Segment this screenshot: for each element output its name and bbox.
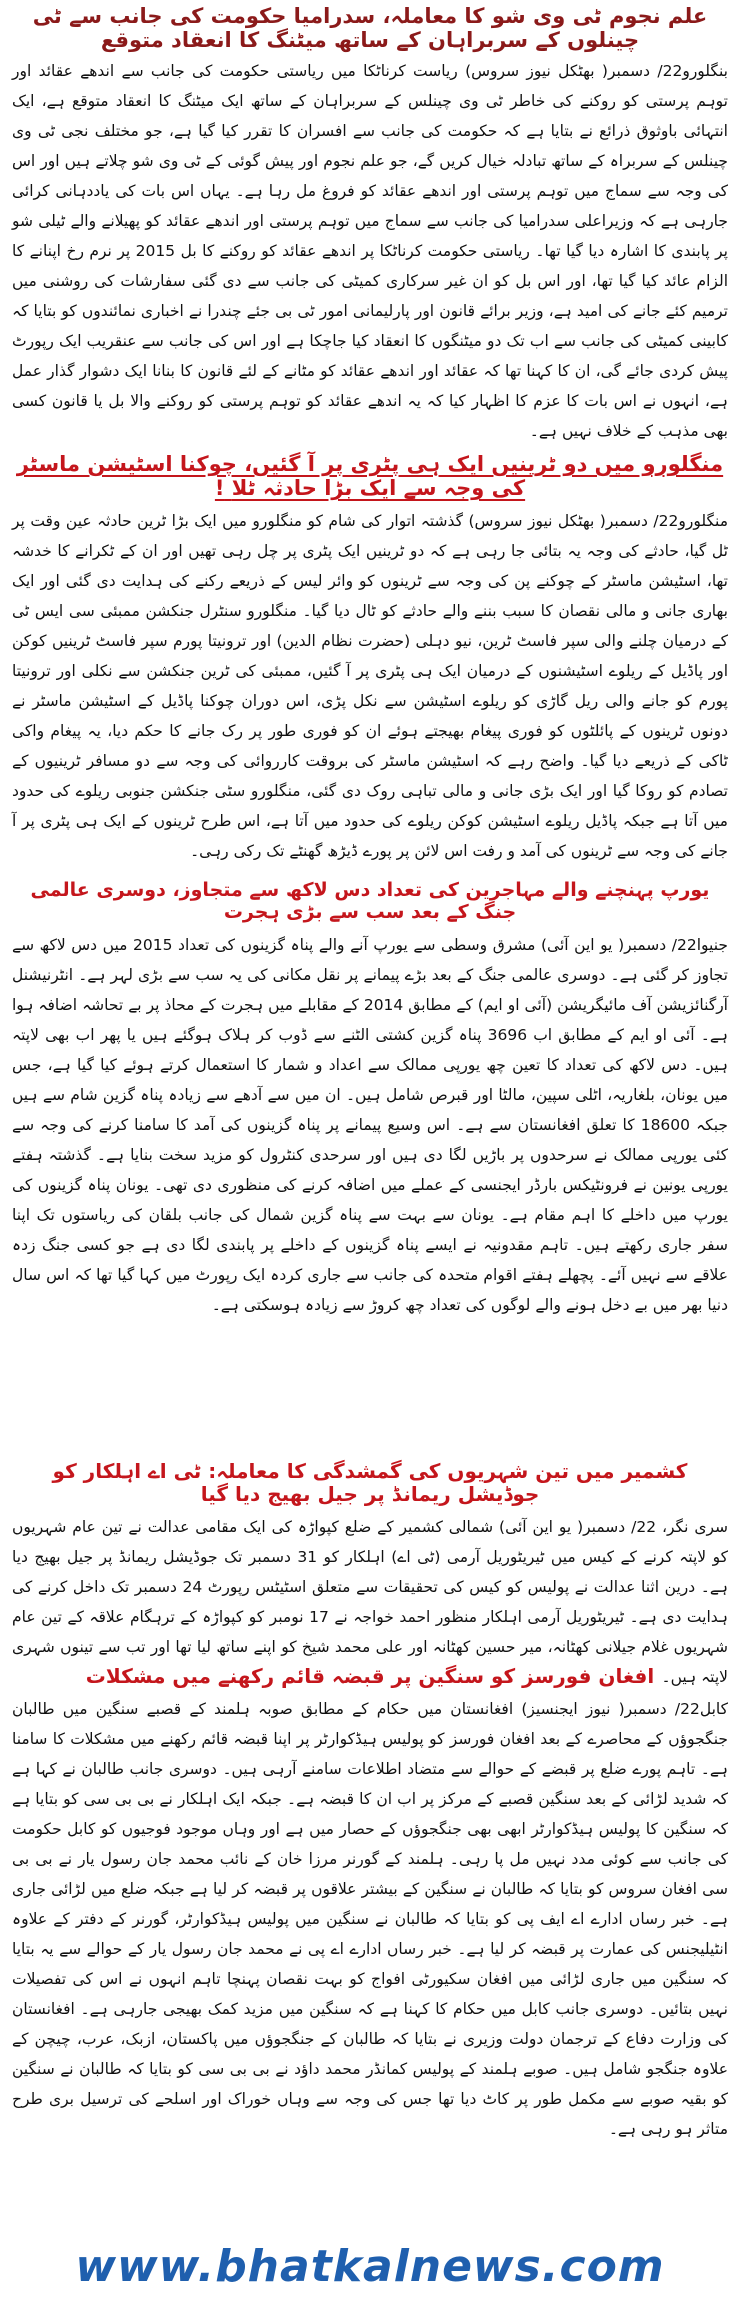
- article-kashmir-missing: [12, 1459, 728, 1686]
- article-headline: علم نجوم ٹی وی شو کا معاملہ، سدرامیا حکومت کی جانب سے ٹی چینلوں کے سربراہان کے ساتھ میٹنگ کا انعقاد متوقع: [32, 4, 708, 53]
- site-watermark[interactable]: www.bhatkalnews.com: [75, 2241, 665, 2292]
- article-headline: افغان فورسز کو سنگین پر قبضہ قائم رکھنے میں مشکلات: [85, 1664, 655, 1688]
- article-body: جنیوا22/ دسمبر( یو این آئی) مشرق وسطی سے یورپ آنے والے پناہ گزینوں کی تعداد 2015 میں دس لاکھ سے تجاوز کر گئی ہے۔ دوسری عالمی جنگ کے بعد بڑے پیمانے پر نقل مکانی کی یہ سب سے بڑی لہر ہے۔ انٹرنیشنل آرگنائزیشن آف مائیگریشن (آئی او ایم) کے مطابق 2014 کے مقابلے میں ہجرت کے محاذ پر بے تحاشہ اضافہ ہوا ہے۔ آئی او ایم کے مطابق اب 3696 پناہ گزین کشتی الٹنے سے ڈوب کر ہلاک ہوگئے ہیں یا پھر اب بھی لاپتہ ہیں۔ دس لاکھ کی تعداد کا تعین چھ یورپی ممالک سے اعداد و شمار کا استعمال کرتے ہوئے کیا گیا ہے، جس میں یونان، بلغاریہ، اٹلی سپین، مالٹا اور قبرص شامل ہیں۔ ان میں سے آدھے سے زیادہ پناہ گزین شام سے ہیں جبکہ 18600 کا تعلق افغانستان سے ہے۔ اس وسیع پیمانے پر پناہ گزینوں کی آمد کا سامنا کرنے کی وجہ سے کئی یورپی ممالک نے سرحدوں پر باڑیں لگا دی ہیں اور سرحدی کنٹرول کو مزید سخت بنایا ہے۔ گذشتہ ہفتے یورپی یونین نے فرونٹیکس بارڈر ایجنسی کے عملے میں اضافہ کرنے کی منظوری دی تھی۔ یونان پناہ گزینوں کی یورپ میں داخلے کا اہم مقام ہے۔ یونان سے بہت سے پناہ گزین شمال کی جانب بلقان کی ریاستوں تک اپنا سفر جاری رکھتے ہیں۔ تاہم مقدونیہ نے ایسے پناہ گزینوں کے داخلے پر پابندی لگا دی ہے جو کسی جنگ زدہ علاقے سے نہیں آئے۔ پچھلے ہفتے اقوام متحدہ کی جانب سے جاری کردہ ایک رپورٹ میں کہا گیا تھا کہ اس سال دنیا بھر میں بے دخل ہونے والے لوگوں کی تعداد چھ کروڑ سے زیادہ ہوسکتی ہے۔: [12, 935, 728, 1314]
- article-body: سری نگر، 22/ دسمبر( یو این آئی) شمالی کشمیر کے ضلع کپواڑہ کی ایک مقامی عدالت نے تین عام شہریوں کو لاپتہ کرنے کے کیس میں ٹیریٹوریل آرمی (ٹی اے) اہلکار کو 31 دسمبر تک جوڈیشل ریمانڈ پر جیل بھیج دیا ہے۔ درین اثنا عدالت نے پولیس کو کیس کی تحقیقات سے متعلق اسٹیٹس رپورٹ 24 دسمبر تک داخل کرنے کی ہدایت دی ہے۔ ٹیریٹوریل آرمی اہلکار منظور احمد خواجہ نے 17 نومبر کو کپواڑہ کے ترہگام علاقہ کے تین عام شہریوں غلام جیلانی کھٹانہ، میر حسین کھٹانہ اور علی محمد شیخ کو اپنے ساتھ لیا تھا اور تب سے تینوں شہری لاپتہ ہیں۔: [12, 1518, 728, 1686]
- article-headline: کشمیر میں تین شہریوں کی گمشدگی کا معاملہ: ٹی اے اہلکار کو جوڈیشل ریمانڈ پر جیل بھیج دیا گیا: [52, 1459, 688, 1506]
- article-body: منگلورو22/ دسمبر( بھٹکل نیوز سروس) گذشتہ اتوار کی شام کو منگلورو میں ایک بڑا ٹرین حادثہ عین وقت پر ٹل گیا، حادثے کی وجہ یہ بتائی جا رہی ہے کہ دو ٹرینیں ایک پٹری پر چل رہی تھیں اور ان کے ٹکرانے کا خدشہ تھا، اسٹیشن ماسٹر کے چوکنے پن کی وجہ سے ٹرینوں کو وائر لیس کے ذریعے رکنے کی ہدایت دی گئی اور ایک بھاری جانی و مالی نقصان کا سبب بننے والے حادثے کو ٹال دیا گیا۔ منگلورو سنٹرل جنکشن ممبئی سی ایس ٹی کے درمیان چلنے والی سپر فاسٹ ٹرین، نیو دہلی (حضرت نظام الدین) اور ترونیتا پورم سپر فاسٹ ٹرینیں کوکن اور پاڈیل کے ریلوے اسٹیشنوں کے درمیان ایک ہی پٹری پر آ گئیں، ممبئی کی ٹرین جنکشن سے نکلی اور ترونیتا پورم کو جانے والی ریل گاڑی کو ریلوے اسٹیشن سے نکل پڑی، اس دوران چوکنا پاڈیل کے اسٹیشن ماسٹر نے دونوں ٹرینوں کے پائلٹوں کو فوری پیغام بھیجتے ہوئے ان کو فوری طور پر رک جانے کا حکم دیا، یہ پیغام واکی ٹاکی کے ذریعے دیا گیا۔ واضح رہے کہ اسٹیشن ماسٹر کی بروقت کارروائی کی وجہ سے دو مسافر ٹرینیوں کے تصادم کو روکا گیا اور ایک بڑی جانی و مالی تباہی روک دی گئی، منگلورو سٹی جنکشن جنوبی ریلوے کی حدود میں آتا ہے جبکہ پاڈیل ریلوے اسٹیشن کوکن ریلوے کی حدود میں آتا ہے، اس طرح ٹرینوں کے ایک ہی پٹری پر آ جانے کی وجہ سے ٹرینوں کی آمد و رفت اس لائن پر پورے ڈیڑھ گھنٹے تک رکی رہی۔: [12, 512, 728, 861]
- article-afghan-sangin: [12, 1665, 728, 2225]
- article-headline-text: منگلورو میں دو ٹرینیں ایک ہی پٹری پر آ گئیں، چوکنا اسٹیشن ماسٹر کی وجہ سے ایک بڑا حادثہ ٹلا: [16, 452, 724, 501]
- article-headline-mark: !: [214, 476, 225, 501]
- article-body: کابل22/ دسمبر( نیوز ایجنسیز) افغانستان میں حکام کے مطابق صوبہ ہلمند کے قصبے سنگین میں طالبان جنگجوؤں کے محاصرے کے بعد افغان فورسز کو پولیس ہیڈکوارٹر پر اپنا قبضہ قائم رکھنے میں مشکلات کا سامنا ہے۔ تاہم پورے ضلع پر قبضے کے حوالے سے متضاد اطلاعات سامنے آرہی ہیں۔ دوسری جانب طالبان نے کہا ہے کہ شدید لڑائی کے بعد سنگین قصبے کے مرکز پر اب ان کا قبضہ ہے۔ جبکہ ایک اہلکار نے بی بی سی کو بتایا ہے کہ سنگین کا پولیس ہیڈکوارٹر ابھی بھی جنگجوؤں کے حصار میں ہے اور وہاں موجود فوجیوں کو کابل حکومت کی جانب سے کوئی مدد نہیں مل پا رہی۔ ہلمند کے گورنر مرزا خان کے نائب محمد جان رسول یار نے بی بی سی افغان سروس کو بتایا کہ طالبان نے سنگین کے بیشتر علاقوں پر قبضہ کر لیا ہے جبکہ ضلع میں لڑائی جاری ہے۔ خبر رساں ادارے اے ایف پی کو بتایا کہ طالبان نے سنگین میں پولیس ہیڈکوارٹر، گورنر کے دفتر کے علاوہ انٹیلیجنس کی عمارت پر قبضہ کر لیا ہے۔ خبر رساں ادارے اے پی نے محمد جان رسول یار کے حوالے سے یہ بتایا کہ سنگین میں جاری لڑائی میں افغان سکیورٹی افواج کو بہت نقصان پہنچا تاہم انہوں نے اس کی تفصیلات نہیں بتائیں۔ دوسری جانب کابل میں حکام کا کہنا ہے کہ سنگین میں مزید کمک بھیجی جارہی ہے۔ افغانستان کی وزارت دفاع کے ترجمان دولت وزیری نے بتایا کہ طالبان کے جنگجوؤں میں پاکستان، ازبک، عرب، چیچن کے علاوہ جنگجو شامل ہیں۔ صوبے ہلمند کے پولیس کمانڈر محمد داؤد نے بی بی سی کو بتایا کہ طالبان نے سنگین کو بقیہ صوبے سے مکمل طور پر کاٹ دیا تھا جس کی وجہ سے وہاں خوراک اور اسلحے کی ترسیل بری طرح متاثر ہو رہی ہے۔: [12, 1700, 728, 2138]
- article-headline: [12, 452, 728, 500]
- article-body: بنگلورو22/ دسمبر( بھٹکل نیوز سروس) ریاست کرناٹکا میں ریاستی حکومت کی جانب سے اندھے عقائد اور توہم پرستی کو روکنے کی خاطر ٹی وی چینلس کے سربراہان کے ساتھ ایک میٹنگ کا انعقاد متوقع ہے، ایک انتہائی باوثوق ذرائع نے بتایا ہے کہ حکومت کی جانب سے افسران کا تقرر کیا گیا ہے، جو مختلف نجی ٹی وی چینلس کے سربراہ کے ساتھ تبادلہ خیال کریں گے، جو علم نجوم اور پیش گوئی کے ٹی وی شو چلاتے ہیں اور اس کی وجہ سے سماج میں توہم پرستی اور اندھے عقائد کو فروغ مل رہا ہے۔ یہاں اس بات کی یاددہانی کرائی جارہی ہے کہ وزیراعلی سدرامیا کی جانب سے سماج میں توہم پرستی اور اندھے عقائد کو پھیلانے والے ٹیلی شو پر پابندی کا اشارہ دیا گیا تھا۔ ریاستی حکومت کرناٹکا پر اندھے عقائد کو روکنے کا بل 2015 پر نرم رخ اپنانے کا الزام عائد کیا گیا تھا، اور اس بل کو ان غیر سرکاری کمیٹی کی جانب سے دی گئی سفارشات کی روشنی میں ترمیم کئے جانے کی امید ہے، وزیر برائے قانون اور پارلیمانی امور ٹی بی جئے چندرا نے اخباری نمائندوں کو بتایا کہ کابینی کمیٹی کی جانب سے اب تک دو میٹنگوں کا انعقاد کیا جاچکا ہے اور اس کی جانب سے عنقریب ایک رپورٹ پیش کردی جائے گی، ان کا کہنا تھا کہ عقائد اور اندھے عقائد کو مٹانے کے لئے قانون کا بنانا ایک دشوار گذار عمل ہے، انہوں نے اس بات کا عزم کا اظہار کیا کہ یہ اندھے عقائد کو توہم پرستی کو روکنے والا بل یا قانون کسی بھی مذہب کے خلاف نہیں ہے۔: [12, 62, 728, 441]
- article-europe-migrants: [12, 880, 728, 1380]
- article-mangalore-train: [12, 452, 728, 872]
- article-astrology-tv-show: [12, 4, 728, 441]
- article-headline: یورپ پہنچنے والے مہاجرین کی تعداد دس لاکھ سے متجاوز، دوسری عالمی جنگ کے بعد سب سے بڑی ہجرت: [30, 879, 710, 923]
